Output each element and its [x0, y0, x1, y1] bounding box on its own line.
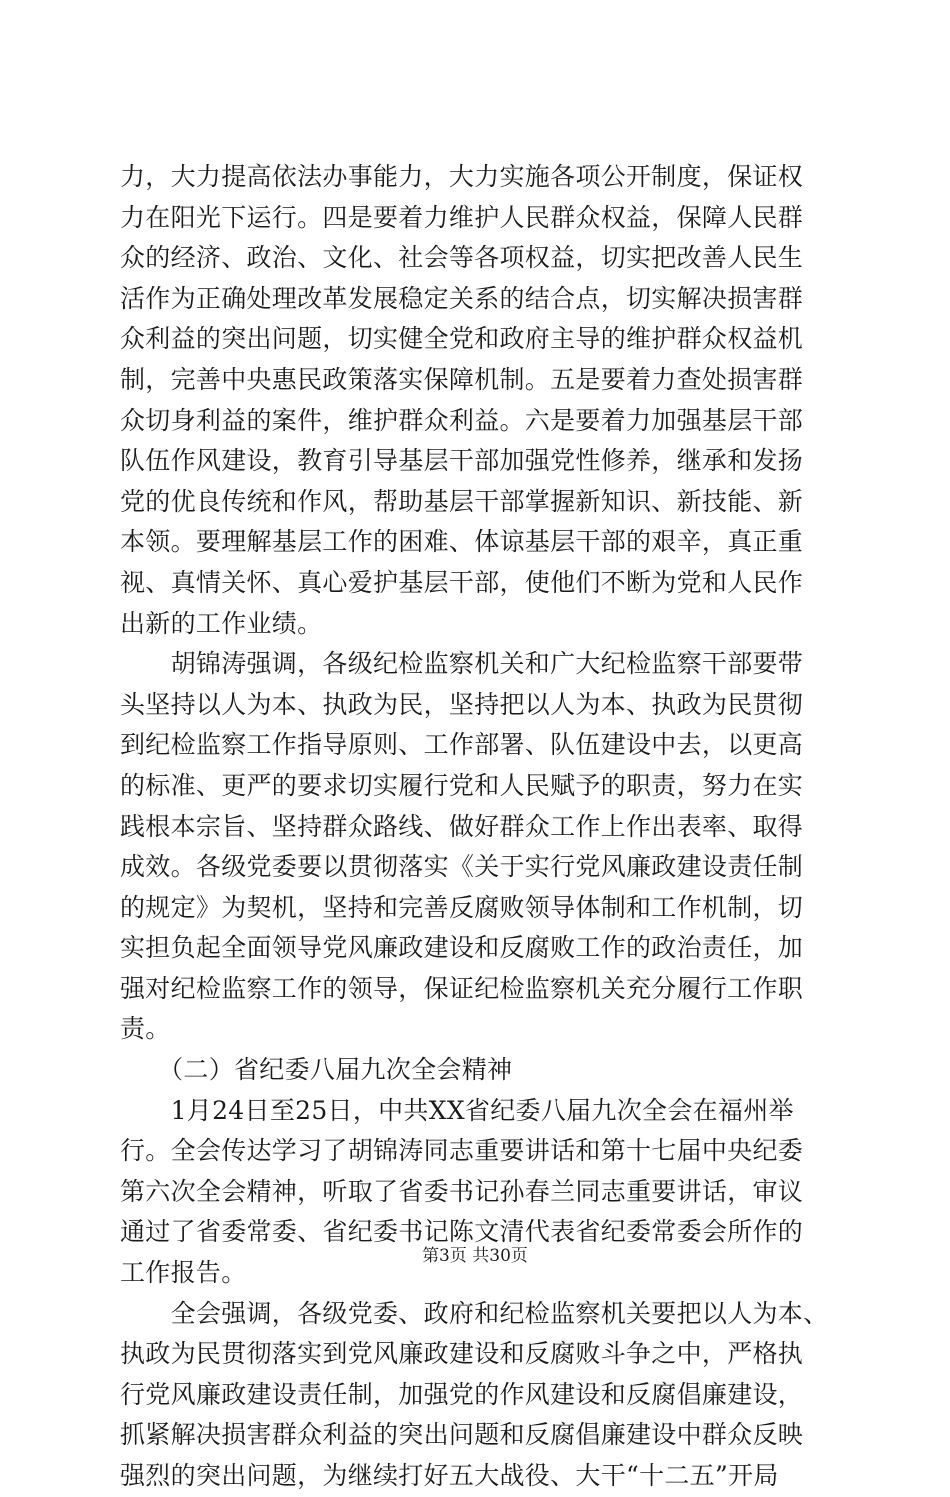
text-line: 力在阳光下运行。四是要着力维护人民群众权益，保障人民群	[120, 202, 804, 232]
text-line: 众利益的突出问题，切实健全党和政府主导的维护群众权益机	[120, 324, 804, 354]
text-line: 执政为民贯彻落实到党风廉政建设和反腐败斗争之中，严格执	[120, 1339, 804, 1369]
text-line: 践根本宗旨、坚持群众路线、做好群众工作上作出表率、取得	[120, 811, 804, 841]
text-line: 行党风廉政建设责任制，加强党的作风建设和反腐倡廉建设，	[120, 1379, 804, 1409]
body-text	[120, 157, 840, 1497]
text-line: 的标准、更严的要求切实履行党和人民赋予的职责，努力在实	[120, 770, 804, 800]
text-line: 责。	[120, 1014, 171, 1044]
text-line: 行。全会传达学习了胡锦涛同志重要讲话和第十七届中央纪委	[120, 1136, 804, 1166]
text-line: 全会强调，各级党委、政府和纪检监察机关要把以人为本、	[120, 1298, 829, 1328]
page-footer: 第3页 共30页	[422, 1246, 528, 1266]
text-line: 强烈的突出问题，为继续打好五大战役、大干“十二五”开局	[120, 1461, 779, 1490]
text-line: 成效。各级党委要以贯彻落实《关于实行党风廉政建设责任制	[120, 852, 804, 882]
text-line: 抓紧解决损害群众利益的突出问题和反腐倡廉建设中群众反映	[120, 1420, 804, 1450]
text-line: 党的优良传统和作风，帮助基层干部掌握新知识、新技能、新	[120, 486, 804, 516]
text-line: 强对纪检监察工作的领导，保证纪检监察机关充分履行工作职	[120, 973, 804, 1003]
text-line: 出新的工作业绩。	[120, 608, 323, 638]
text-line: 的规定》为契机，坚持和完善反腐败领导体制和工作机制，切	[120, 892, 804, 922]
text-line: 到纪检监察工作指导原则、工作部署、队伍建设中去，以更高	[120, 730, 804, 760]
text-line: 制，完善中央惠民政策落实保障机制。五是要着力查处损害群	[120, 364, 804, 394]
text-line: 力，大力提高依法办事能力，大力实施各项公开制度，保证权	[120, 162, 804, 191]
text-line: 众的经济、政治、文化、社会等各项权益，切实把改善人民生	[120, 243, 804, 273]
text-line: 本领。要理解基层工作的困难、体谅基层干部的艰辛，真正重	[120, 527, 804, 557]
text-line: 活作为正确处理改革发展稳定关系的结合点，切实解决损害群	[120, 283, 804, 313]
text-line: （二）省纪委八届九次全会精神	[120, 1055, 513, 1085]
text-line: 第六次全会精神，听取了省委书记孙春兰同志重要讲话，审议	[120, 1176, 804, 1206]
text-line: 视、真情关怀、真心爱护基层干部，使他们不断为党和人民作	[120, 567, 804, 597]
text-line: 胡锦涛强调，各级纪检监察机关和广大纪检监察干部要带	[120, 649, 804, 679]
text-line: 头坚持以人为本、执政为民，坚持把以人为本、执政为民贯彻	[120, 689, 804, 719]
text-line: 1月24日至25日，中共XX省纪委八届九次全会在福州举	[120, 1095, 794, 1125]
text-line: 队伍作风建设，教育引导基层干部加强党性修养，继承和发扬	[120, 446, 804, 476]
text-line: 众切身利益的案件，维护群众利益。六是要着力加强基层干部	[120, 405, 804, 435]
text-line: 工作报告。	[120, 1258, 247, 1288]
text-line: 实担负起全面领导党风廉政建设和反腐败工作的政治责任，加	[120, 933, 804, 963]
text-line: 通过了省委常委、省纪委书记陈文清代表省纪委常委会所作的	[120, 1217, 804, 1247]
